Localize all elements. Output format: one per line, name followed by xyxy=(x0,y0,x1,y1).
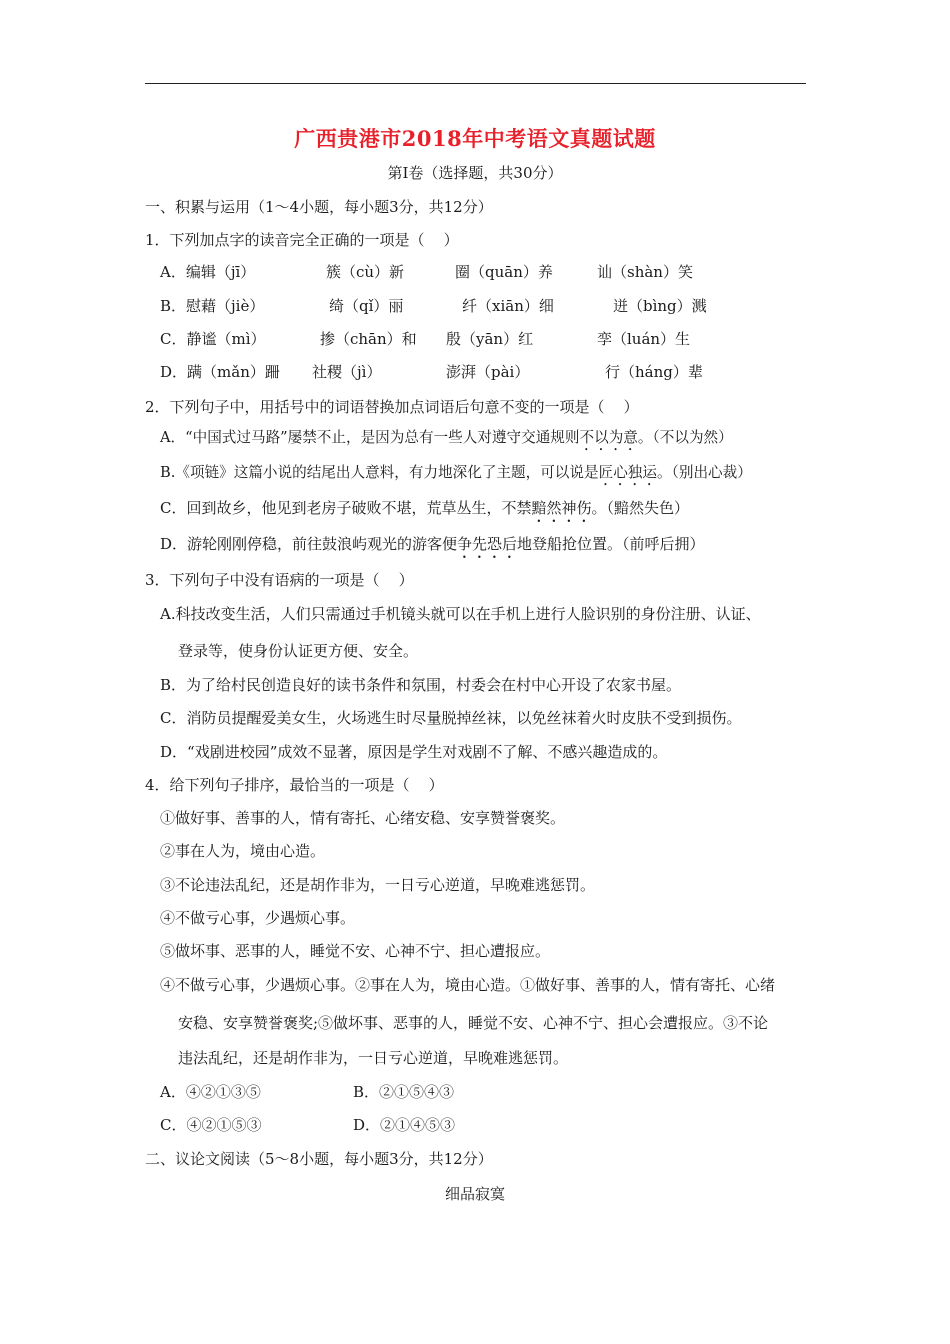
dotted-phrase: 争先恐后 xyxy=(457,535,518,553)
option-d-term-4: 行（háng）辈 xyxy=(605,363,703,381)
option-d-term-2: 社稷（jì） xyxy=(312,363,382,381)
question-4-sentence-1: ①做好事、善事的人，情有寄托、心绪安稳、安享赞誉褒奖。 xyxy=(160,809,566,827)
option-text: 。（别出心裁） xyxy=(656,464,752,481)
question-3-option-c: C．消防员提醒爱美女生，火场逃生时尽量脱掉丝袜，以免丝袜着火时皮肤不受到损伤。 xyxy=(160,709,742,727)
question-3-option-a-line-2: 登录等，使身份认证更方便、安全。 xyxy=(178,642,419,660)
question-4-option-c: C．④②①⑤③ xyxy=(160,1116,262,1134)
option-text: B.《项链》这篇小说的结尾出人意料，有力地深化了主题，可以说是 xyxy=(160,464,599,481)
option-c-term-2: 掺（chān）和 xyxy=(320,330,417,348)
question-4-option-d: D．②①④⑤③ xyxy=(353,1116,456,1134)
question-2-option-b xyxy=(160,463,752,489)
question-2-option-d xyxy=(160,534,705,562)
section-2-heading: 二、议论文阅读（5～8小题，每小题3分，共12分） xyxy=(145,1150,493,1168)
question-2-option-a xyxy=(160,428,733,454)
question-4-sentence-5: ⑤做坏事、恶事的人，睡觉不安、心神不宁、担心遭报应。 xyxy=(160,942,551,960)
option-b-term-3: 纤（xiān）细 xyxy=(462,297,554,315)
question-4-paragraph-line-3: 违法乱纪，还是胡作非为，一日亏心逆道，早晚难逃惩罚。 xyxy=(178,1049,569,1067)
option-b-term-1: B．慰藉（jiè） xyxy=(160,297,265,315)
paper-subtitle: 第Ⅰ卷（选择题，共30分） xyxy=(387,164,563,182)
question-3-stem: 3．下列句子中没有语病的一项是（ ） xyxy=(145,571,414,589)
question-2-stem: 2．下列句子中，用括号中的词语替换加点词语后句意不变的一项是（ ） xyxy=(145,398,639,416)
option-d-term-3: 澎湃（pài） xyxy=(446,363,530,381)
question-4-paragraph-line-1: ④不做亏心事，少遇烦心事。②事在人为，境由心造。①做好事、善事的人，情有寄托、心绪 xyxy=(160,976,776,994)
dotted-phrase: 黯然神伤 xyxy=(531,499,592,517)
option-text: D．游轮刚刚停稳，前往鼓浪屿观光的游客便 xyxy=(160,535,458,553)
question-4-stem: 4．给下列句子排序，最恰当的一项是（ ） xyxy=(145,776,444,794)
option-b-term-2: 绮（qǐ）丽 xyxy=(329,297,404,315)
question-3-option-a-line-1: A.科技改变生活，人们只需通过手机镜头就可以在手机上进行人脸识别的身份注册、认证、 xyxy=(160,605,761,623)
option-text: 地登船抢位置。（前呼后拥） xyxy=(517,535,705,553)
section-1-heading: 一、积累与运用（1～4小题，每小题3分，共12分） xyxy=(145,198,493,216)
option-c-term-3: 殷（yān）红 xyxy=(446,330,534,348)
option-c-term-4: 孪（luán）生 xyxy=(597,330,691,348)
option-a-term-3: 圈（quān）养 xyxy=(455,263,553,281)
question-4-option-b: B．②①⑤④③ xyxy=(353,1083,455,1101)
option-text: C．回到故乡，他见到老房子破败不堪，荒草丛生，不禁 xyxy=(160,499,532,517)
question-4-sentence-4: ④不做亏心事，少遇烦心事。 xyxy=(160,909,356,927)
option-text: 。（黯然失色） xyxy=(591,499,690,517)
option-a-term-2: 簇（cù）新 xyxy=(326,263,405,281)
question-3-option-d: D．“戏剧进校园”成效不显著，原因是学生对戏剧不了解、不感兴趣造成的。 xyxy=(160,743,668,761)
question-1-stem: 1．下列加点字的读音完全正确的一项是（ ） xyxy=(145,231,459,249)
question-2-option-c xyxy=(160,498,689,526)
option-c-term-1: C．静谧（mì） xyxy=(160,330,266,348)
option-a-term-1: A．编辑（jī） xyxy=(160,263,256,281)
option-text: 。（不以为然） xyxy=(637,429,733,446)
document-title: 广西贵港市2018年中考语文真题试题 xyxy=(294,126,656,151)
question-4-sentence-2: ②事在人为，境由心造。 xyxy=(160,842,326,860)
dotted-phrase: 不以为意 xyxy=(579,429,638,446)
page-footer: 细品寂寞 xyxy=(444,1185,505,1203)
option-b-term-4: 迸（bìng）溅 xyxy=(613,297,707,315)
question-4-paragraph-line-2: 安稳、安享赞誉褒奖;⑤做坏事、恶事的人，睡觉不安、心神不宁、担心会遭报应。③不论 xyxy=(178,1014,769,1032)
question-3-option-b: B．为了给村民创造良好的读书条件和氛围，村委会在村中心开设了农家书屋。 xyxy=(160,676,682,694)
question-4-option-a: A．④②①③⑤ xyxy=(160,1083,261,1101)
option-d-term-1: D．蹒（mǎn）跚 xyxy=(160,363,280,381)
question-4-sentence-3: ③不论违法乱纪，还是胡作非为，一日亏心逆道，早晚难逃惩罚。 xyxy=(160,876,596,894)
option-a-term-4: 讪（shàn）笑 xyxy=(597,263,693,281)
header-rule xyxy=(145,83,806,84)
dotted-phrase: 匠心独运 xyxy=(598,464,657,481)
option-text: A．“中国式过马路”屡禁不止，是因为总有一些人对遵守交通规则 xyxy=(160,429,580,446)
